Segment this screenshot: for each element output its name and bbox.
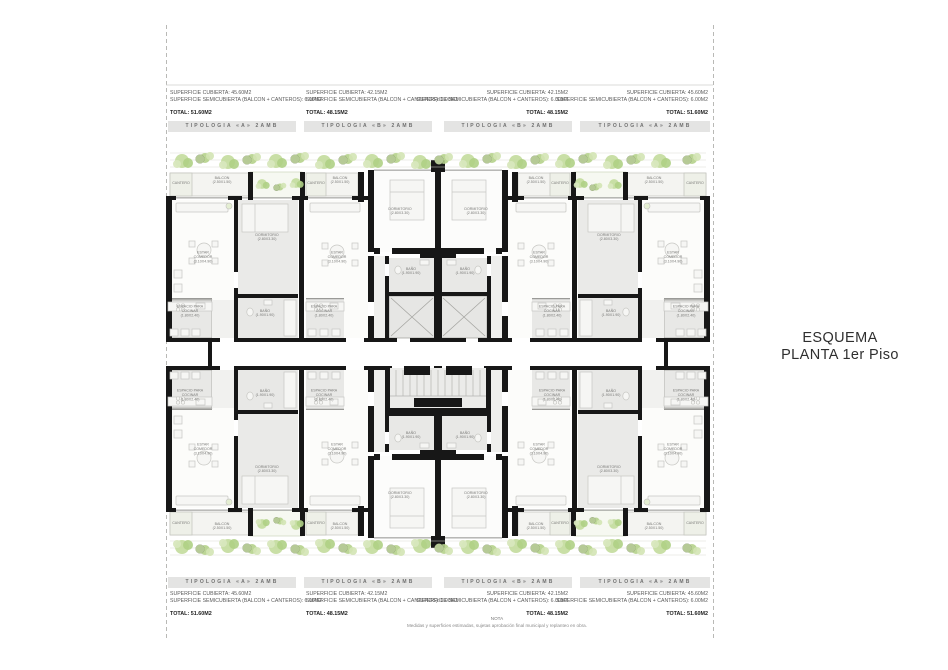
room-label: ESPACIO PARA COCINAR (1.80X2.40): [672, 304, 700, 318]
room-label: CANTERO: [307, 181, 325, 185]
surface-text-bottom-2: SUPERFICIE CUBIERTA: 42.15M2 SUPERFICIE SEMICUBIERTA (BALCON + CANTEROS): 6.00M2 TOTAL: 48.15M2: [306, 591, 458, 618]
room-label: BALCON (2.50X1.50): [526, 175, 546, 185]
room-label: ESPACIO PARA COCINAR (1.80X2.40): [310, 304, 338, 318]
room-label: ESTAR COMEDOR (3.10X4.90): [193, 250, 213, 264]
sheet-title-line2: PLANTA 1er Piso: [781, 347, 899, 363]
room-label: CANTERO: [172, 181, 190, 185]
note-heading: NOTA: [490, 616, 504, 621]
room-label: BALCON (2.50X1.50): [212, 521, 232, 531]
room-label: CANTERO: [686, 521, 704, 525]
surface-text-bottom-1: SUPERFICIE CUBIERTA: 45.60M2 SUPERFICIE SEMICUBIERTA (BALCON + CANTEROS): 6.00M2 TOTAL: 51.60M2: [170, 591, 322, 618]
surface-text-top-4: SUPERFICIE CUBIERTA: 45.60M2 SUPERFICIE SEMICUBIERTA (BALCON + CANTEROS): 6.00M2 TOTAL: 51.60M2: [556, 90, 708, 117]
typology-bar-top-3: TIPOLOGIA «B» 2AMB: [444, 121, 572, 132]
room-label: BAÑO (1.90X1.90): [601, 308, 621, 318]
room-label: CANTERO: [551, 521, 569, 525]
apartment-quadrants: [166, 160, 710, 548]
room-label: BALCON (2.50X1.50): [330, 521, 350, 531]
room-label: BAÑO (1.90X1.90): [401, 430, 421, 440]
room-label: ESTAR COMEDOR (3.10X4.90): [327, 442, 347, 456]
room-label: DORMITORIO (2.80X3.30): [464, 490, 488, 500]
room-label: ESTAR COMEDOR (3.10X4.90): [663, 442, 683, 456]
note-body: Medidas y superficies estimadas, sujetas aprobación final municipal y replanteo en obra.: [406, 623, 588, 628]
room-label: ESTAR COMEDOR (3.10X4.90): [193, 442, 213, 456]
room-label: ESTAR COMEDOR (3.10X4.90): [327, 250, 347, 264]
room-label: ESPACIO PARA COCINAR (1.80X2.40): [176, 388, 204, 402]
room-label: CANTERO: [172, 521, 190, 525]
room-label: BALCON (2.50X1.50): [526, 521, 546, 531]
room-label: BALCON (2.50X1.50): [644, 521, 664, 531]
room-label: BAÑO (1.90X1.90): [455, 266, 475, 276]
room-label: BALCON (2.50X1.50): [644, 175, 664, 185]
room-label: CANTERO: [307, 521, 325, 525]
elevator-core: [385, 338, 490, 342]
room-label: ESPACIO PARA COCINAR (1.80X2.40): [538, 304, 566, 318]
room-label: ESTAR COMEDOR (3.10X4.90): [529, 250, 549, 264]
typology-bar-bottom-3: TIPOLOGIA «B» 2AMB: [444, 577, 572, 588]
room-label: BALCON (2.50X1.50): [330, 175, 350, 185]
sheet-title-line1: ESQUEMA: [802, 330, 878, 346]
room-label: ESPACIO PARA COCINAR (1.80X2.40): [538, 388, 566, 402]
room-label: BAÑO (1.90X1.90): [455, 430, 475, 440]
room-label: DORMITORIO (2.80X3.30): [255, 232, 279, 242]
room-label: BAÑO (1.90X1.90): [255, 388, 275, 398]
room-label: DORMITORIO (2.80X3.30): [388, 490, 412, 500]
room-label: CANTERO: [686, 181, 704, 185]
surface-text-top-3: SUPERFICIE CUBIERTA: 42.15M2 SUPERFICIE SEMICUBIERTA (BALCON + CANTEROS): 6.00M2 TOTAL: 48.15M2: [416, 90, 568, 117]
typology-bar-top-1: TIPOLOGIA «A» 2AMB: [168, 121, 296, 132]
room-label: ESTAR COMEDOR (3.10X4.90): [529, 442, 549, 456]
room-label: DORMITORIO (2.80X3.30): [597, 232, 621, 242]
room-label: DORMITORIO (2.80X3.30): [255, 464, 279, 474]
surface-text-top-1: SUPERFICIE CUBIERTA: 45.60M2 SUPERFICIE SEMICUBIERTA (BALCON + CANTEROS): 6.00M2 TOTAL: 51.60M2: [170, 90, 322, 117]
typology-bar-bottom-2: TIPOLOGIA «B» 2AMB: [304, 577, 432, 588]
surface-text-top-2: SUPERFICIE CUBIERTA: 42.15M2 SUPERFICIE SEMICUBIERTA (BALCON + CANTEROS): 6.00M2 TOTAL: 48.15M2: [306, 90, 458, 117]
room-label: ESPACIO PARA COCINAR (1.80X2.40): [176, 304, 204, 318]
typology-bar-bottom-1: TIPOLOGIA «A» 2AMB: [168, 577, 296, 588]
room-label: CANTERO: [551, 181, 569, 185]
sheet-title: [770, 330, 910, 364]
room-label: BAÑO (1.90X1.90): [401, 266, 421, 276]
note-block: [320, 615, 674, 629]
room-label: DORMITORIO (2.80X3.30): [464, 206, 488, 216]
room-label: BAÑO (1.90X1.90): [255, 308, 275, 318]
room-label: ESPACIO PARA COCINAR (1.80X2.40): [672, 388, 700, 402]
room-label: ESPACIO PARA COCINAR (1.80X2.40): [310, 388, 338, 402]
room-label: DORMITORIO (2.80X3.30): [597, 464, 621, 474]
surface-text-bottom-3: SUPERFICIE CUBIERTA: 42.15M2 SUPERFICIE SEMICUBIERTA (BALCON + CANTEROS): 6.00M2 TOTAL: 48.15M2: [416, 591, 568, 618]
typology-bar-bottom-4: TIPOLOGIA «A» 2AMB: [580, 577, 710, 588]
room-label: ESTAR COMEDOR (3.10X4.90): [663, 250, 683, 264]
typology-bar-top-2: TIPOLOGIA «B» 2AMB: [304, 121, 432, 132]
room-label: BALCON (2.50X1.50): [212, 175, 232, 185]
surface-text-bottom-4: SUPERFICIE CUBIERTA: 45.60M2 SUPERFICIE SEMICUBIERTA (BALCON + CANTEROS): 6.00M2 TOTAL: 51.60M2: [556, 591, 708, 618]
room-label: BAÑO (1.90X1.90): [601, 388, 621, 398]
typology-bar-top-4: TIPOLOGIA «A» 2AMB: [580, 121, 710, 132]
stair-core: [386, 366, 490, 412]
room-label: DORMITORIO (2.80X3.30): [388, 206, 412, 216]
